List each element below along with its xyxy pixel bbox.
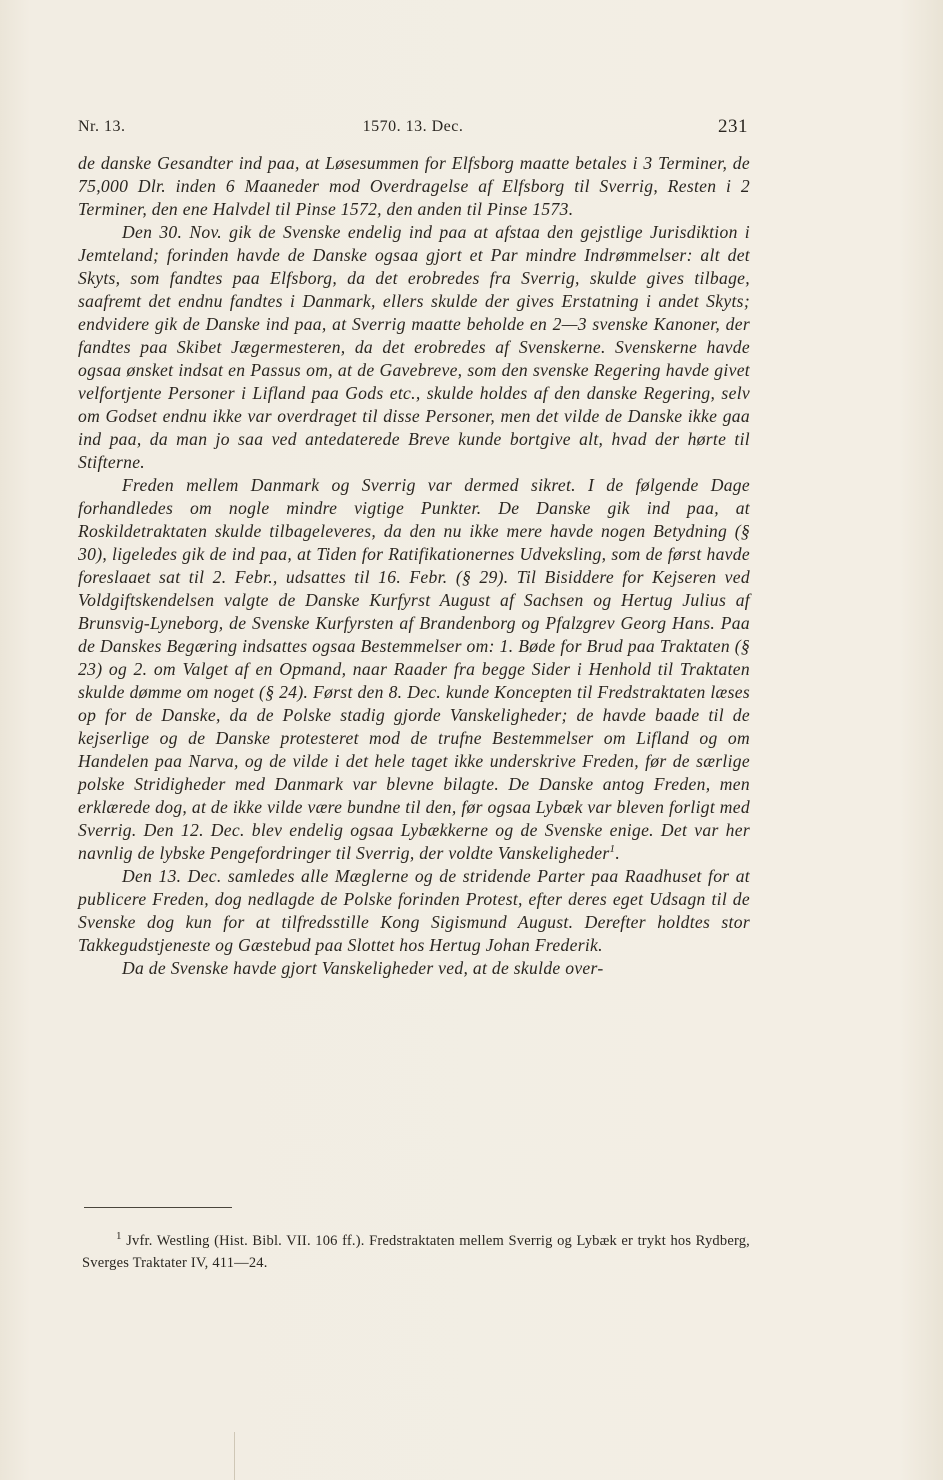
footnote-marker: 1 (116, 1230, 122, 1243)
paragraph-5: Da de Svenske havde gjort Vanskeligheder ved, at de skulde over- (122, 958, 604, 978)
paragraph-2: Den 30. Nov. gik de Svenske endelig ind paa at afstaa den gejstlige Jurisdiktion i Jemteland; forinden havde de Danske ogsaa gjort et Par mindre Indrømmelser: alt det Skyts, som fandtes paa Elfsborg, da det erobredes fra Sverrig, skulde gives tilbage, saafremt det endnu fandtes i Danmark, ellers skulde der gives Erstatning i andet Skyts; endvidere gik de Danske ind paa, at Sverrig maatte beholde en 2—3 svenske Kanoner, der fandtes paa Skibet Jægermesteren, da det erobredes af Svenskerne. Svenskerne havde ogsaa ønsket indsat en Passus om, at de Gavebreve, som den svenske Regering havde givet velfortjente Personer i Lifland paa Gods etc., skulde holdes af den danske Regering, selv om Godset endnu ikke var overdraget til disse Personer, men det vilde de Danske ikke gaa ind paa, da man jo saa ved antedaterede Breve kunde bortgive alt, hvad der hørte til Stifterne. (78, 222, 750, 472)
footnote-text: Jvfr. Westling (Hist. Bibl. VII. 106 ff.). Fredstraktaten mellem Sverrig og Lybæk er trykt hos Rydberg, Sverges Traktater IV, 411—24. (82, 1233, 751, 1271)
footnote-divider (84, 1207, 232, 1208)
body-text (78, 152, 750, 980)
document-number: Nr. 13. (78, 118, 126, 135)
page-crease (234, 1432, 241, 1480)
page-number: 231 (718, 116, 748, 137)
header-date: 1570. 13. Dec. (362, 118, 464, 135)
footnote (82, 1230, 750, 1274)
running-header (78, 116, 748, 142)
paragraph-4: Den 13. Dec. samledes alle Mæglerne og de stridende Parter paa Raadhuset for at publicere Freden, dog nedlagde de Polske forinden Protest, efter deres eget Udsagn til de Svenske dog kun for at tilfredsstille Kong Sigismund August. Derefter holdtes stor Takkegudstjeneste og Gæstebud paa Slottet hos Hertug Johan Frederik. (78, 866, 750, 955)
paragraph-3-end: . (615, 843, 621, 863)
paragraph-3 (78, 474, 750, 865)
paragraph-1: de danske Gesandter ind paa, at Løsesummen for Elfsborg maatte betales i 3 Terminer, de 75,000 Dlr. inden 6 Maaneder mod Overdragelse af Elfsborg til Sverrig, Resten i 2 Terminer, den ene Halvdel til Pinse 1572, den anden til Pinse 1573. (78, 153, 750, 219)
paragraph-3-text: Freden mellem Danmark og Sverrig var dermed sikret. I de følgende Dage forhandledes om nogle mindre vigtige Punkter. De Danske gik ind paa, at Roskildetraktaten skulde tilbageleveres, da den nu ikke mere havde nogen Betydning (§ 30), ligeledes gik de ind paa, at Tiden for Ratifikationernes Udveksling, som de først havde foreslaaet sat til 2. Febr., udsattes til 16. Febr. (§ 29). Til Bisiddere for Kejseren ved Voldgiftskendelsen valgte de Danske Kurfyrst August af Sachsen og Hertug Julius af Brunsvig-Lyneborg, de Svenske Kurfyrsten af Brandenborg og Pfalzgrev Georg Hans. Paa de Danskes Begæring indsattes ogsaa Bestemmelser om: 1. Bøde for Brud paa Traktaten (§ 23) og 2. om Valget af en Opmand, naar Raader fra begge Sider i Henhold til Traktaten skulde dømme om noget (§ 24). Først den 8. Dec. kunde Koncepten til Fredstraktaten læses op for de Danske, da de Polske stadig gjorde Vanskeligheder; de havde baade til de kejserlige og de Danske protesteret mod de trufne Bestemmelser om Lifland og om Handelen paa Narva, og de vilde i det hele taget ikke underskrive Freden, før de særlige polske Stridigheder med Danmark var blevne bilagte. De Danske antog Freden, men erklærede dog, at de ikke vilde være bundne til den, før ogsaa Lybæk var bleven forligt med Sverrig. Den 12. Dec. blev endelig ogsaa Lybækkerne og de Svenske enige. Det var her navnlig de lybske Pengefordringer til Sverrig, der voldte Vanskeligheder (78, 475, 750, 863)
footnote-reference: 1 (609, 843, 616, 856)
